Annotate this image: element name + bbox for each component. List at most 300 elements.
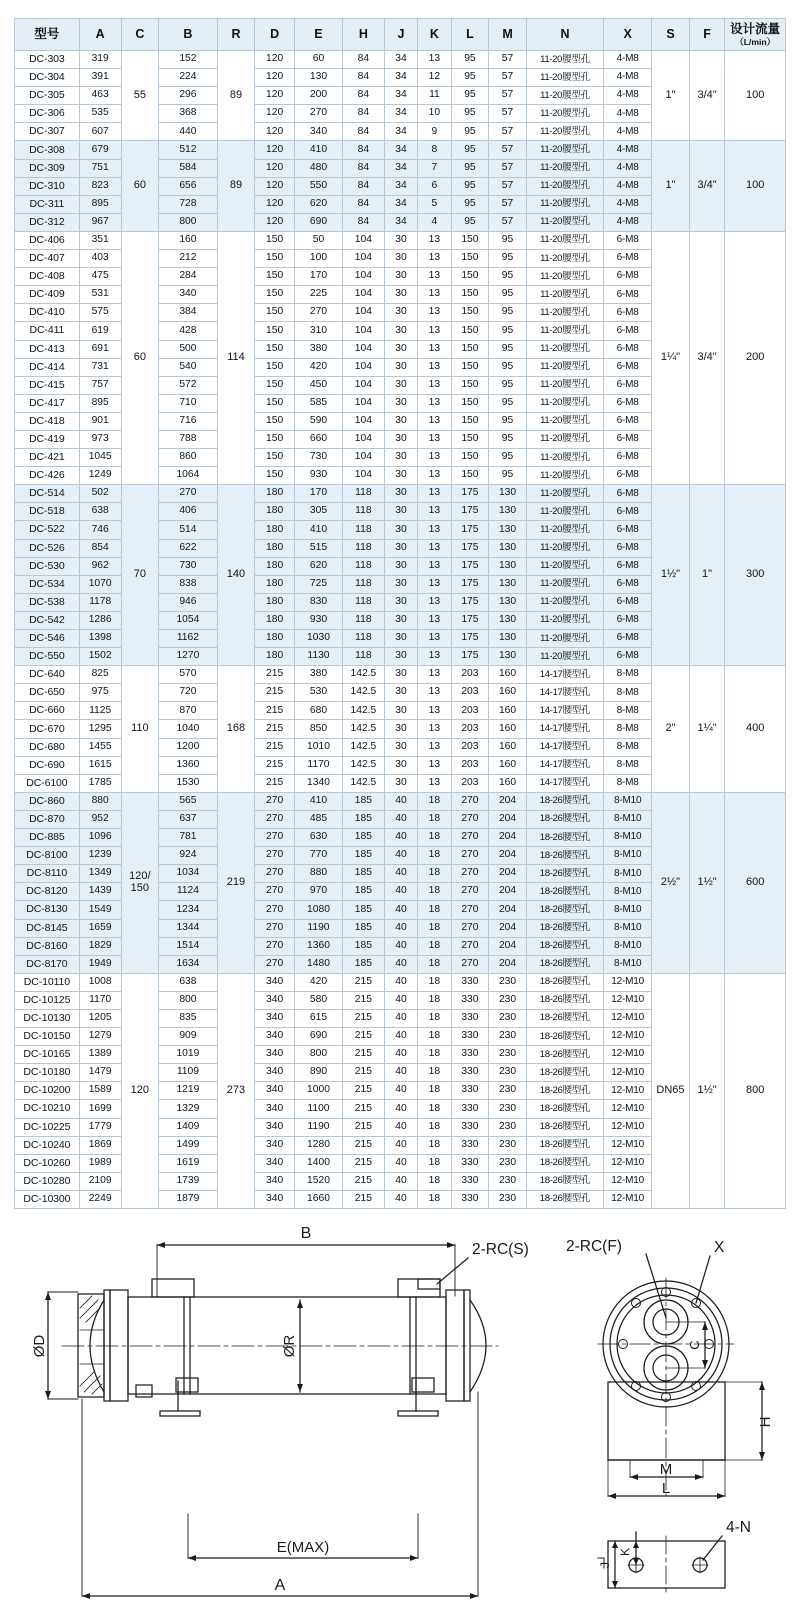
cell-d: 270 [255, 792, 295, 810]
cell-a: 962 [79, 557, 121, 575]
cell-d: 270 [255, 865, 295, 883]
cell-e: 450 [294, 376, 342, 394]
cell-l: 150 [451, 358, 489, 376]
cell-model: DC-650 [15, 684, 80, 702]
cell-model: DC-305 [15, 87, 80, 105]
cell-a: 1178 [79, 593, 121, 611]
cell-d: 150 [255, 304, 295, 322]
cell-a: 1779 [79, 1118, 121, 1136]
cell-m: 230 [489, 991, 527, 1009]
cell-a: 1439 [79, 883, 121, 901]
cell-k: 18 [418, 1172, 451, 1190]
cell-d: 180 [255, 557, 295, 575]
cell-h: 185 [343, 901, 385, 919]
callout-label-4n: 4-N [726, 1519, 751, 1536]
cell-model: DC-10150 [15, 1028, 80, 1046]
cell-e: 410 [294, 792, 342, 810]
cell-l: 330 [451, 1009, 489, 1027]
cell-b: 340 [159, 286, 218, 304]
cell-c: 60 [121, 141, 159, 231]
callout-label-rc-f: 2-RC(F) [566, 1238, 622, 1255]
cell-k: 18 [418, 810, 451, 828]
cell-h: 104 [343, 358, 385, 376]
cell-n: 18-26腰型孔 [526, 1028, 603, 1046]
cell-l: 95 [451, 69, 489, 87]
cell-m: 130 [489, 485, 527, 503]
column-header-h: H [343, 19, 385, 51]
column-header-a: A [79, 19, 121, 51]
cell-h: 84 [343, 69, 385, 87]
cell-x: 12-M10 [604, 1118, 652, 1136]
cell-k: 18 [418, 1100, 451, 1118]
cell-x: 6-M8 [604, 648, 652, 666]
cell-e: 1340 [294, 774, 342, 792]
cell-model: DC-885 [15, 829, 80, 847]
cell-j: 40 [384, 1046, 417, 1064]
cell-n: 11-20腰型孔 [526, 539, 603, 557]
cell-s: 1½" [652, 485, 690, 666]
cell-model: DC-8120 [15, 883, 80, 901]
cell-model: DC-309 [15, 159, 80, 177]
cell-k: 13 [418, 430, 451, 448]
cell-a: 1699 [79, 1100, 121, 1118]
cell-l: 330 [451, 1190, 489, 1208]
cell-x: 6-M8 [604, 250, 652, 268]
cell-d: 180 [255, 521, 295, 539]
cell-n: 18-26腰型孔 [526, 919, 603, 937]
cell-a: 1785 [79, 774, 121, 792]
cell-x: 6-M8 [604, 322, 652, 340]
cell-model: DC-514 [15, 485, 80, 503]
cell-j: 40 [384, 829, 417, 847]
cell-j: 30 [384, 412, 417, 430]
cell-n: 14-17腰型孔 [526, 720, 603, 738]
cell-r: 219 [217, 792, 255, 973]
dim-label-k: K [618, 1547, 632, 1557]
cell-d: 120 [255, 159, 295, 177]
cell-x: 8-M10 [604, 901, 652, 919]
cell-h: 185 [343, 865, 385, 883]
cell-k: 13 [418, 268, 451, 286]
cell-k: 12 [418, 69, 451, 87]
cell-h: 104 [343, 467, 385, 485]
cell-d: 120 [255, 177, 295, 195]
cell-model: DC-304 [15, 69, 80, 87]
cell-model: DC-8160 [15, 937, 80, 955]
cell-e: 485 [294, 810, 342, 828]
cell-j: 40 [384, 937, 417, 955]
cell-d: 120 [255, 105, 295, 123]
column-header-k: K [418, 19, 451, 51]
cell-e: 410 [294, 521, 342, 539]
cell-h: 215 [343, 1028, 385, 1046]
cell-b: 540 [159, 358, 218, 376]
cell-x: 12-M10 [604, 1100, 652, 1118]
cell-l: 270 [451, 810, 489, 828]
cell-l: 175 [451, 521, 489, 539]
cell-l: 150 [451, 376, 489, 394]
cell-b: 788 [159, 430, 218, 448]
cell-k: 13 [418, 503, 451, 521]
cell-n: 11-20腰型孔 [526, 449, 603, 467]
table-row [15, 485, 786, 503]
cell-b: 1034 [159, 865, 218, 883]
cell-a: 1829 [79, 937, 121, 955]
cell-d: 215 [255, 756, 295, 774]
cell-e: 1130 [294, 648, 342, 666]
cell-b: 730 [159, 557, 218, 575]
cell-j: 34 [384, 213, 417, 231]
dim-label-diameter-r: ØR [281, 1334, 298, 1358]
column-header-e: E [294, 19, 342, 51]
cell-k: 13 [418, 412, 451, 430]
cell-k: 18 [418, 1009, 451, 1027]
cell-a: 1615 [79, 756, 121, 774]
cell-e: 630 [294, 829, 342, 847]
cell-e: 800 [294, 1046, 342, 1064]
cell-b: 1344 [159, 919, 218, 937]
dim-label-emax: E(MAX) [276, 1539, 330, 1556]
cell-j: 40 [384, 919, 417, 937]
cell-a: 973 [79, 430, 121, 448]
cell-j: 34 [384, 141, 417, 159]
cell-l: 150 [451, 268, 489, 286]
cell-x: 12-M10 [604, 1028, 652, 1046]
cell-d: 215 [255, 684, 295, 702]
cell-h: 118 [343, 521, 385, 539]
cell-d: 180 [255, 648, 295, 666]
cell-b: 160 [159, 231, 218, 249]
cell-model: DC-421 [15, 449, 80, 467]
cell-b: 1619 [159, 1154, 218, 1172]
cell-x: 6-M8 [604, 467, 652, 485]
dim-label-a: A [274, 1577, 286, 1594]
cell-k: 18 [418, 955, 451, 973]
cell-n: 11-20腰型孔 [526, 648, 603, 666]
cell-n: 14-17腰型孔 [526, 756, 603, 774]
design-flow-unit: （L/min） [735, 36, 776, 47]
cell-l: 95 [451, 87, 489, 105]
cell-h: 104 [343, 394, 385, 412]
cell-x: 6-M8 [604, 268, 652, 286]
cell-j: 30 [384, 304, 417, 322]
cell-j: 40 [384, 901, 417, 919]
table-row [15, 51, 786, 69]
cell-n: 11-20腰型孔 [526, 159, 603, 177]
table-row [15, 792, 786, 810]
cell-model: DC-311 [15, 195, 80, 213]
cell-s: 2½" [652, 792, 690, 973]
cell-x: 8-M10 [604, 792, 652, 810]
cell-b: 1054 [159, 611, 218, 629]
cell-model: DC-419 [15, 430, 80, 448]
cell-n: 18-26腰型孔 [526, 1082, 603, 1100]
cell-b: 781 [159, 829, 218, 847]
cell-h: 118 [343, 485, 385, 503]
cell-d: 120 [255, 195, 295, 213]
cell-n: 11-20腰型孔 [526, 630, 603, 648]
cell-e: 225 [294, 286, 342, 304]
cell-h: 185 [343, 883, 385, 901]
cell-l: 175 [451, 575, 489, 593]
cell-b: 1514 [159, 937, 218, 955]
cell-b: 1200 [159, 738, 218, 756]
cell-d: 180 [255, 630, 295, 648]
cell-d: 340 [255, 1154, 295, 1172]
cell-e: 530 [294, 684, 342, 702]
cell-j: 30 [384, 684, 417, 702]
cell-k: 6 [418, 177, 451, 195]
cell-d: 150 [255, 412, 295, 430]
cell-b: 224 [159, 69, 218, 87]
cell-j: 40 [384, 865, 417, 883]
cell-f: 1" [689, 485, 725, 666]
cell-n: 18-26腰型孔 [526, 973, 603, 991]
cell-m: 130 [489, 539, 527, 557]
cell-l: 95 [451, 177, 489, 195]
cell-l: 150 [451, 449, 489, 467]
cell-a: 463 [79, 87, 121, 105]
cell-k: 10 [418, 105, 451, 123]
cell-model: DC-413 [15, 340, 80, 358]
cell-j: 30 [384, 575, 417, 593]
cell-h: 215 [343, 1009, 385, 1027]
cell-l: 203 [451, 756, 489, 774]
cell-e: 1360 [294, 937, 342, 955]
cell-m: 204 [489, 792, 527, 810]
cell-a: 1096 [79, 829, 121, 847]
specification-table [14, 18, 786, 1209]
cell-r: 140 [217, 485, 255, 666]
cell-d: 150 [255, 358, 295, 376]
cell-x: 6-M8 [604, 286, 652, 304]
cell-x: 12-M10 [604, 991, 652, 1009]
cell-l: 203 [451, 684, 489, 702]
cell-h: 84 [343, 87, 385, 105]
cell-j: 30 [384, 738, 417, 756]
cell-k: 13 [418, 521, 451, 539]
cell-b: 716 [159, 412, 218, 430]
cell-a: 880 [79, 792, 121, 810]
cell-n: 18-26腰型孔 [526, 1009, 603, 1027]
cell-a: 1070 [79, 575, 121, 593]
cell-l: 95 [451, 159, 489, 177]
cell-n: 11-20腰型孔 [526, 575, 603, 593]
cell-n: 18-26腰型孔 [526, 937, 603, 955]
cell-model: DC-860 [15, 792, 80, 810]
cell-r: 114 [217, 231, 255, 484]
cell-h: 84 [343, 141, 385, 159]
cell-h: 118 [343, 557, 385, 575]
cell-x: 8-M10 [604, 955, 652, 973]
cell-m: 230 [489, 1118, 527, 1136]
cell-h: 104 [343, 286, 385, 304]
cell-l: 95 [451, 195, 489, 213]
cell-k: 13 [418, 322, 451, 340]
cell-e: 615 [294, 1009, 342, 1027]
cell-j: 30 [384, 322, 417, 340]
cell-a: 1549 [79, 901, 121, 919]
cell-a: 1502 [79, 648, 121, 666]
cell-k: 18 [418, 1118, 451, 1136]
cell-a: 351 [79, 231, 121, 249]
cell-n: 11-20腰型孔 [526, 304, 603, 322]
cell-model: DC-415 [15, 376, 80, 394]
cell-d: 340 [255, 1100, 295, 1118]
cell-l: 330 [451, 1028, 489, 1046]
cell-k: 13 [418, 231, 451, 249]
cell-x: 8-M10 [604, 919, 652, 937]
cell-x: 6-M8 [604, 340, 652, 358]
cell-k: 18 [418, 847, 451, 865]
cell-b: 860 [159, 449, 218, 467]
cell-a: 1389 [79, 1046, 121, 1064]
cell-b: 1040 [159, 720, 218, 738]
cell-x: 6-M8 [604, 630, 652, 648]
cell-l: 203 [451, 720, 489, 738]
cell-j: 40 [384, 991, 417, 1009]
cell-m: 230 [489, 1172, 527, 1190]
cell-n: 18-26腰型孔 [526, 1064, 603, 1082]
cell-model: DC-10180 [15, 1064, 80, 1082]
cell-m: 160 [489, 738, 527, 756]
cell-n: 11-20腰型孔 [526, 394, 603, 412]
cell-x: 6-M8 [604, 575, 652, 593]
cell-x: 8-M8 [604, 702, 652, 720]
cell-b: 584 [159, 159, 218, 177]
cell-b: 835 [159, 1009, 218, 1027]
cell-x: 4-M8 [604, 51, 652, 69]
cell-b: 384 [159, 304, 218, 322]
cell-l: 150 [451, 304, 489, 322]
cell-j: 30 [384, 376, 417, 394]
callout-label-rc-s: 2-RC(S) [472, 1241, 529, 1258]
cell-m: 95 [489, 304, 527, 322]
cell-e: 100 [294, 250, 342, 268]
column-header-design-flow [725, 19, 786, 51]
cell-d: 270 [255, 937, 295, 955]
cell-model: DC-8110 [15, 865, 80, 883]
cell-e: 1190 [294, 919, 342, 937]
cell-x: 6-M8 [604, 593, 652, 611]
cell-a: 607 [79, 123, 121, 141]
cell-k: 13 [418, 648, 451, 666]
cell-d: 340 [255, 1190, 295, 1208]
cell-a: 1349 [79, 865, 121, 883]
cell-d: 270 [255, 901, 295, 919]
cell-l: 175 [451, 611, 489, 629]
cell-j: 40 [384, 1172, 417, 1190]
cell-a: 1989 [79, 1154, 121, 1172]
cell-k: 18 [418, 883, 451, 901]
cell-m: 130 [489, 630, 527, 648]
cell-e: 690 [294, 1028, 342, 1046]
cell-n: 18-26腰型孔 [526, 810, 603, 828]
cell-l: 330 [451, 1154, 489, 1172]
cell-k: 18 [418, 1190, 451, 1208]
cell-j: 34 [384, 105, 417, 123]
table-row [15, 231, 786, 249]
cell-x: 12-M10 [604, 1009, 652, 1027]
cell-b: 1634 [159, 955, 218, 973]
cell-j: 40 [384, 1118, 417, 1136]
cell-e: 830 [294, 593, 342, 611]
cell-j: 30 [384, 268, 417, 286]
cell-n: 18-26腰型孔 [526, 829, 603, 847]
cell-x: 6-M8 [604, 485, 652, 503]
cell-m: 160 [489, 702, 527, 720]
cell-h: 215 [343, 1190, 385, 1208]
cell-k: 13 [418, 684, 451, 702]
cell-h: 84 [343, 105, 385, 123]
cell-l: 175 [451, 557, 489, 575]
cell-a: 403 [79, 250, 121, 268]
cell-a: 638 [79, 503, 121, 521]
cell-k: 9 [418, 123, 451, 141]
cell-m: 95 [489, 430, 527, 448]
cell-d: 180 [255, 485, 295, 503]
cell-k: 13 [418, 611, 451, 629]
cell-x: 8-M8 [604, 684, 652, 702]
cell-a: 575 [79, 304, 121, 322]
cell-b: 870 [159, 702, 218, 720]
cell-k: 13 [418, 593, 451, 611]
cell-b: 622 [159, 539, 218, 557]
cell-m: 204 [489, 847, 527, 865]
cell-b: 1360 [159, 756, 218, 774]
cell-a: 535 [79, 105, 121, 123]
cell-a: 1398 [79, 630, 121, 648]
cell-a: 502 [79, 485, 121, 503]
cell-h: 118 [343, 575, 385, 593]
cell-model: DC-8170 [15, 955, 80, 973]
cell-h: 142.5 [343, 666, 385, 684]
cell-m: 95 [489, 394, 527, 412]
cell-k: 18 [418, 973, 451, 991]
cell-j: 40 [384, 1082, 417, 1100]
cell-n: 11-20腰型孔 [526, 485, 603, 503]
cell-d: 215 [255, 702, 295, 720]
cell-l: 203 [451, 666, 489, 684]
cell-e: 590 [294, 412, 342, 430]
cell-k: 13 [418, 774, 451, 792]
cell-d: 150 [255, 250, 295, 268]
cell-model: DC-6100 [15, 774, 80, 792]
cell-e: 380 [294, 340, 342, 358]
cell-h: 104 [343, 340, 385, 358]
cell-m: 230 [489, 1136, 527, 1154]
cell-b: 1234 [159, 901, 218, 919]
cell-h: 142.5 [343, 702, 385, 720]
cell-j: 40 [384, 1009, 417, 1027]
cell-h: 104 [343, 430, 385, 448]
cell-model: DC-546 [15, 630, 80, 648]
cell-m: 57 [489, 51, 527, 69]
cell-j: 30 [384, 449, 417, 467]
cell-h: 142.5 [343, 738, 385, 756]
table-row [15, 666, 786, 684]
cell-flow: 100 [725, 51, 786, 141]
cell-k: 18 [418, 1154, 451, 1172]
cell-x: 8-M10 [604, 937, 652, 955]
cell-l: 203 [451, 702, 489, 720]
cell-m: 230 [489, 1028, 527, 1046]
table-body [15, 51, 786, 1209]
cell-l: 270 [451, 919, 489, 937]
cell-e: 930 [294, 467, 342, 485]
technical-drawing [0, 1196, 800, 1608]
cell-d: 340 [255, 1009, 295, 1027]
